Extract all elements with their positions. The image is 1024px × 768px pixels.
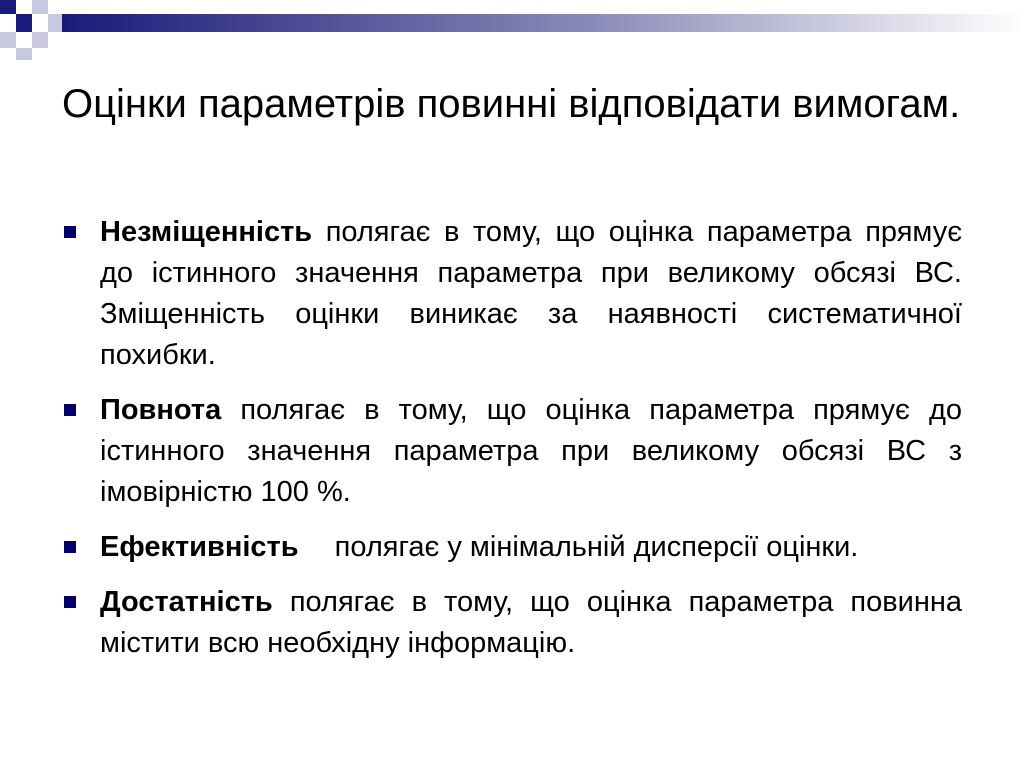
bullet-item-sufficiency bbox=[62, 582, 962, 664]
bullet-text: полягає у мінімальній дисперсії оцінки. bbox=[326, 531, 859, 563]
bullet-item-completeness bbox=[62, 390, 962, 513]
deco-square bbox=[0, 32, 16, 48]
bullet-term: Повнота bbox=[100, 394, 222, 426]
bullet-item-efficiency bbox=[62, 527, 962, 568]
slide-title: Оцінки параметрів повинні відповідати вимогам. bbox=[62, 82, 961, 126]
deco-square bbox=[16, 14, 32, 32]
bullet-list bbox=[62, 212, 962, 678]
deco-square bbox=[48, 14, 62, 32]
deco-square bbox=[32, 32, 48, 48]
square-bullet-icon bbox=[64, 226, 76, 238]
bullet-term: Ефективність bbox=[100, 531, 299, 563]
bullet-term: Незміщенність bbox=[100, 216, 313, 248]
square-bullet-icon bbox=[64, 596, 76, 608]
deco-square bbox=[0, 0, 16, 14]
deco-square bbox=[16, 48, 32, 60]
decorative-header-squares bbox=[0, 0, 1024, 60]
bullet-item-unbiasedness bbox=[62, 212, 962, 376]
bullet-term: Достатність bbox=[100, 586, 273, 618]
square-bullet-icon bbox=[64, 541, 76, 553]
bullet-text: полягає в тому, що оцінка параметра прямує до істинного значення параметра при великому обсязі ВС. Зміщенність оцінки виникає за наявності систематичної похибки. bbox=[100, 216, 962, 371]
header-gradient-bar bbox=[62, 14, 1024, 32]
square-bullet-icon bbox=[64, 404, 76, 416]
deco-square bbox=[32, 0, 48, 14]
bullet-text: полягає в тому, що оцінка параметра повинна містити всю необхідну інформацію. bbox=[100, 586, 962, 659]
bullet-text: полягає в тому, що оцінка параметра прямує до істинного значення параметра при великому обсязі ВС з імовірністю 100 %. bbox=[100, 394, 962, 508]
